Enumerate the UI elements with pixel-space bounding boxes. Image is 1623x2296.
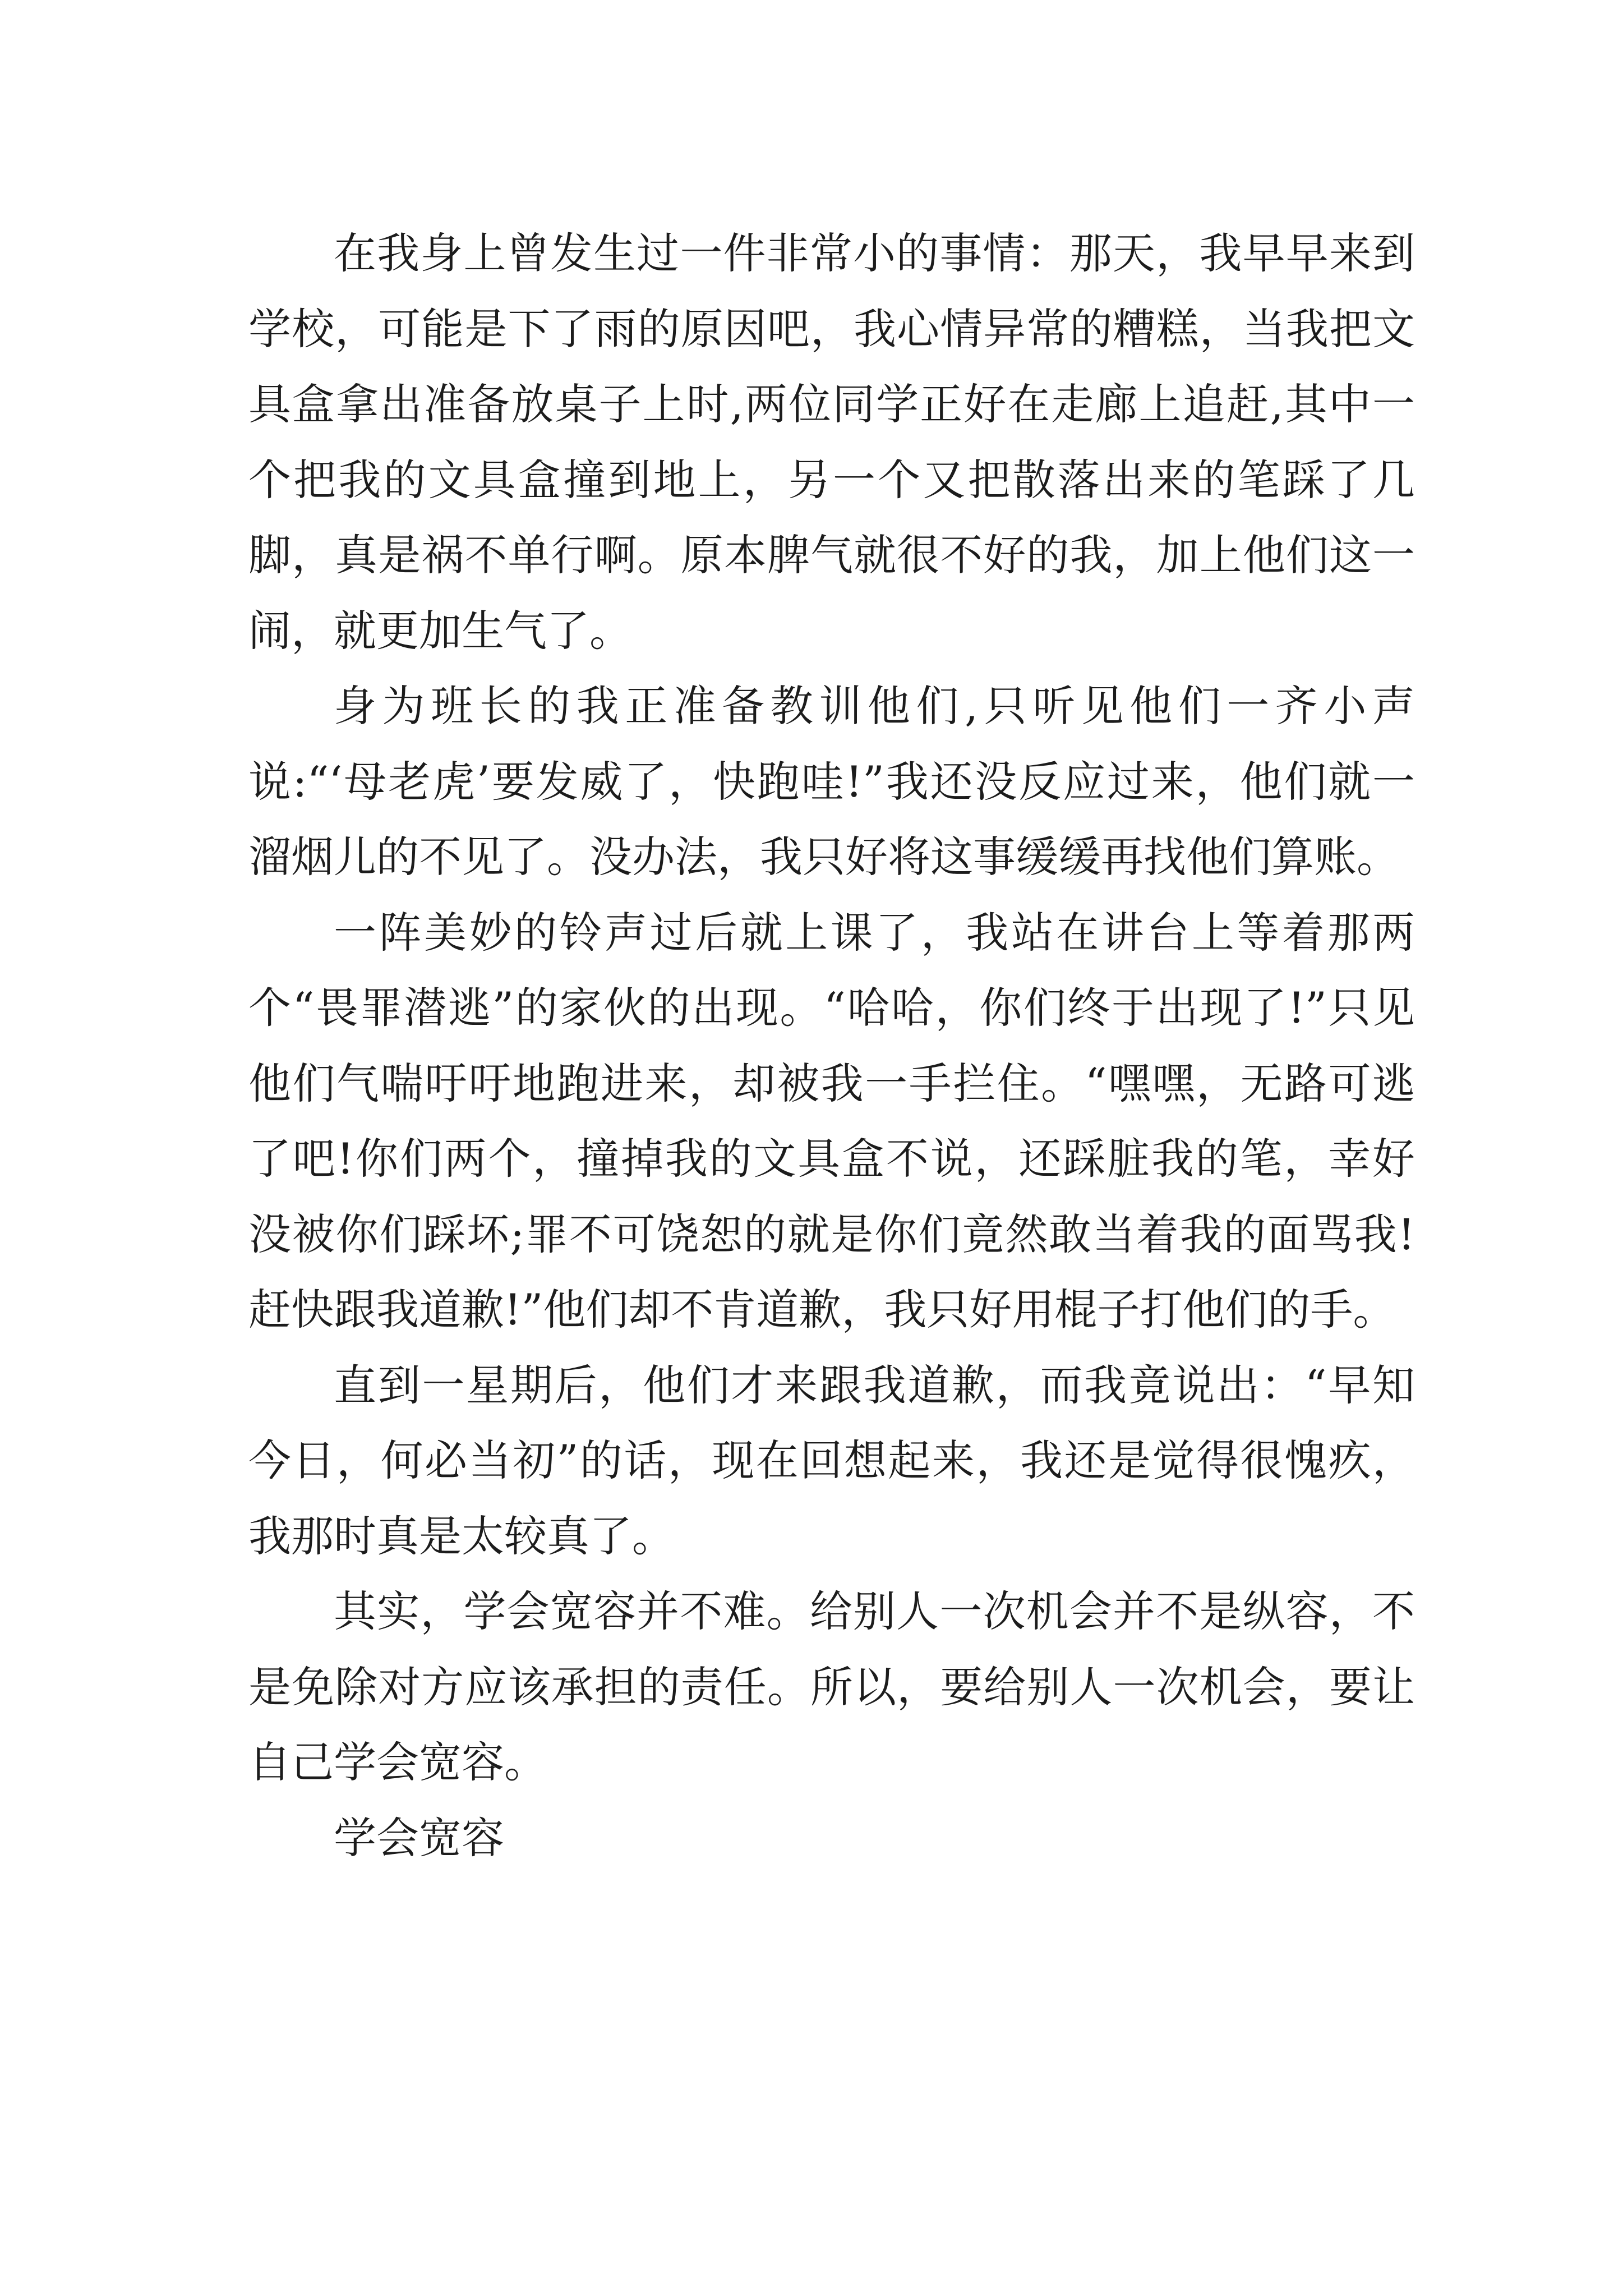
paragraph-5: 其实，学会宽容并不难。给别人一次机会并不是纵容，不是免除对方应该承担的责任。所以，要给别人一次机会，要让自己学会宽容。 [248, 1586, 1415, 1787]
document-body [248, 216, 1415, 1876]
section-heading: 学会宽容 [334, 1812, 504, 1863]
paragraph-1: 在我身上曾发生过一件非常小的事情：那天，我早早来到学校，可能是下了雨的原因吧，我心情异常的糟糕，当我把文具盒拿出准备放桌子上时,两位同学正好在走廊上追赶,其中一个把我的文具盒撞到地上，另一个又把散落出来的笔踩了几脚，真是祸不单行啊。原本脾气就很不好的我，加上他们这一闹，就更加生气了。 [248, 228, 1415, 656]
paragraph-3: 一阵美妙的铃声过后就上课了，我站在讲台上等着那两个“畏罪潜逃”的家伙的出现。“哈哈，你们终于出现了!”只见他们气喘吁吁地跑进来，却被我一手拦住。“嘿嘿，无路可逃了吧!你们两个，撞掉我的文具盒不说，还踩脏我的笔，幸好没被你们踩坏;罪不可饶恕的就是你们竟然敢当着我的面骂我!赶快跟我道歉!”他们却不肯道歉，我只好用棍子打他们的手。 [248, 907, 1415, 1335]
paragraph-4: 直到一星期后，他们才来跟我道歉，而我竟说出：“早知今日，何必当初”的话，现在回想起来，我还是觉得很愧疚，我那时真是太较真了。 [248, 1360, 1415, 1561]
paragraph-2: 身为班长的我正准备教训他们,只听见他们一齐小声说:“‘母老虎’要发威了，快跑哇!”我还没反应过来，他们就一溜烟儿的不见了。没办法，我只好将这事缓缓再找他们算账。 [248, 681, 1415, 882]
